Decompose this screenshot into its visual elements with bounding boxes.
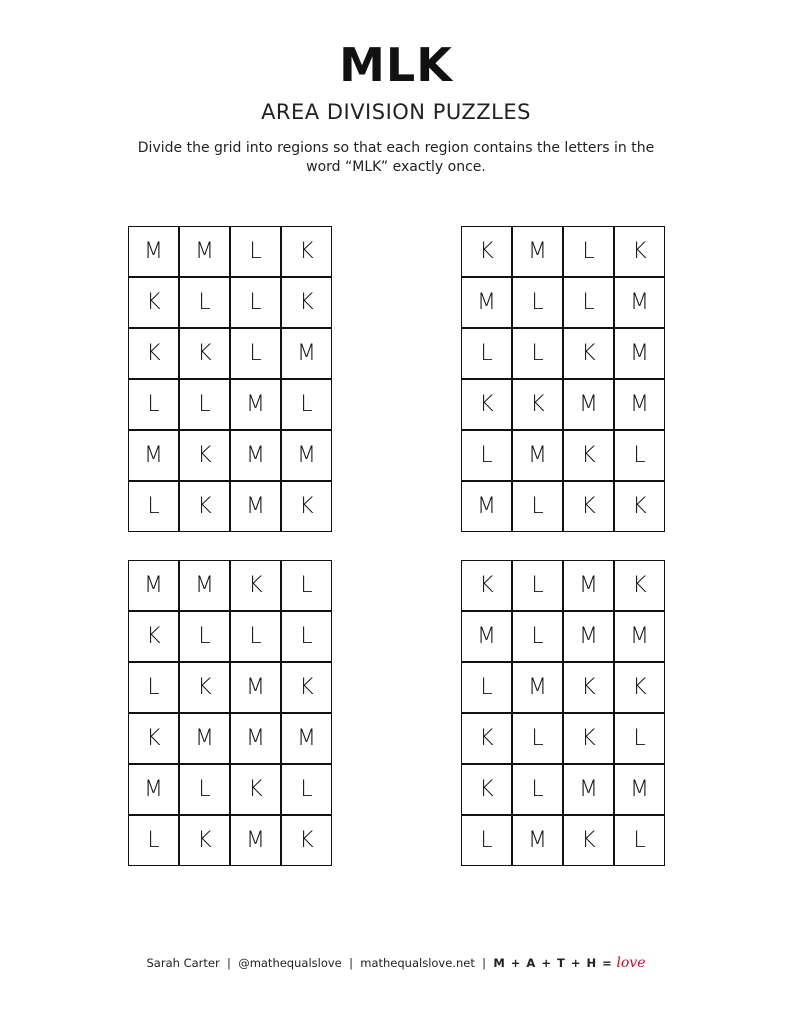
grid-cell: K [462, 227, 511, 276]
grid-cell: K [180, 663, 229, 712]
grid-cell: L [513, 714, 562, 763]
grid-cell: K [129, 714, 178, 763]
grid-cell: M [282, 431, 331, 480]
grid-cell: K [231, 765, 280, 814]
grid-cell: M [462, 612, 511, 661]
grid-cell: K [129, 329, 178, 378]
grid-cell: K [462, 765, 511, 814]
grid-cell: K [564, 816, 613, 865]
grid-cell: L [129, 816, 178, 865]
grid-cell: K [564, 663, 613, 712]
instructions-line-2: word “MLK” exactly once. [306, 159, 486, 175]
footer-website: mathequalslove.net [360, 956, 475, 970]
grid-cell: L [180, 380, 229, 429]
grid-cell: K [615, 482, 664, 531]
grid-cell: K [564, 714, 613, 763]
grid-cell: M [231, 380, 280, 429]
grid-cell: M [129, 765, 178, 814]
grid-cell: L [615, 431, 664, 480]
grid-cell: M [231, 714, 280, 763]
instructions [120, 139, 672, 177]
grid-cell: L [513, 482, 562, 531]
grid-cell: L [564, 278, 613, 327]
grid-cell: L [462, 663, 511, 712]
grid-cell: M [231, 816, 280, 865]
grid-cell: M [615, 278, 664, 327]
grid-cell: M [513, 431, 562, 480]
grid-cell: M [180, 714, 229, 763]
grid-cell: K [180, 329, 229, 378]
grid-cell: M [129, 431, 178, 480]
grid-cell: M [231, 663, 280, 712]
grid-cell: K [129, 278, 178, 327]
puzzle-grid-4 [461, 560, 665, 866]
grid-cell: K [282, 816, 331, 865]
page-subtitle: AREA DIVISION PUZZLES [261, 100, 531, 124]
grid-cell: L [129, 482, 178, 531]
grid-cell: L [282, 612, 331, 661]
grid-cell: L [129, 380, 178, 429]
grid-cell: L [513, 278, 562, 327]
grid-cell: K [180, 431, 229, 480]
grid-cell: M [564, 380, 613, 429]
grid-cell: L [231, 278, 280, 327]
grid-cell: K [282, 278, 331, 327]
grid-cell: K [564, 431, 613, 480]
grid-cell: K [129, 612, 178, 661]
grid-cell: L [180, 765, 229, 814]
grid-cell: L [231, 227, 280, 276]
footer-separator: | [482, 956, 487, 970]
grid-cell: M [180, 561, 229, 610]
grid-cell: L [462, 431, 511, 480]
grid-cell: K [231, 561, 280, 610]
grid-cell: L [282, 765, 331, 814]
grid-cell: K [462, 714, 511, 763]
footer-author: Sarah Carter [146, 956, 220, 970]
grid-cell: K [615, 663, 664, 712]
grid-cell: K [564, 329, 613, 378]
grid-cell: K [462, 561, 511, 610]
grid-cell: L [180, 612, 229, 661]
grid-cell: M [231, 431, 280, 480]
grid-cell: M [513, 816, 562, 865]
grid-cell: K [180, 482, 229, 531]
grid-cell: L [180, 278, 229, 327]
grid-cell: M [615, 329, 664, 378]
grid-cell: M [180, 227, 229, 276]
grid-cell: M [615, 765, 664, 814]
grid-cell: K [615, 561, 664, 610]
grid-cell: L [231, 612, 280, 661]
grid-cell: L [282, 380, 331, 429]
grid-cell: K [282, 663, 331, 712]
grid-cell: M [564, 561, 613, 610]
instructions-line-1: Divide the grid into regions so that each region contains the letters in the [137, 140, 655, 156]
footer-brand: M + A + T + H = [493, 956, 613, 970]
grid-cell: L [513, 765, 562, 814]
grid-cell: L [615, 714, 664, 763]
grid-cell: L [129, 663, 178, 712]
grid-cell: L [282, 561, 331, 610]
grid-cell: K [615, 227, 664, 276]
grid-cell: K [462, 380, 511, 429]
grid-cell: L [513, 612, 562, 661]
grid-cell: K [513, 380, 562, 429]
grid-cell: K [180, 816, 229, 865]
grid-cell: M [615, 612, 664, 661]
grid-cell: M [513, 227, 562, 276]
grid-cell: L [462, 816, 511, 865]
grid-cell: M [129, 227, 178, 276]
grid-cell: M [282, 329, 331, 378]
grid-cell: M [462, 278, 511, 327]
grid-cell: M [513, 663, 562, 712]
grid-cell: K [282, 482, 331, 531]
page-title: MLK [339, 38, 453, 92]
grid-cell: L [615, 816, 664, 865]
grid-cell: L [564, 227, 613, 276]
puzzle-grid-1 [128, 226, 332, 532]
grid-cell: L [513, 329, 562, 378]
grid-cell: M [564, 612, 613, 661]
grid-cell: M [564, 765, 613, 814]
grid-cell: K [282, 227, 331, 276]
grid-cell: M [231, 482, 280, 531]
grid-cell: M [462, 482, 511, 531]
grid-cell: L [231, 329, 280, 378]
grid-cell: M [615, 380, 664, 429]
footer [0, 955, 792, 971]
grid-cell: M [282, 714, 331, 763]
puzzle-grid-3 [128, 560, 332, 866]
footer-separator: | [227, 956, 231, 970]
grid-cell: L [462, 329, 511, 378]
puzzle-grid-2 [461, 226, 665, 532]
footer-handle: @mathequalslove [238, 956, 342, 970]
footer-love-logo: love [616, 955, 646, 971]
grid-cell: K [564, 482, 613, 531]
grid-cell: M [129, 561, 178, 610]
footer-separator: | [349, 956, 353, 970]
grid-cell: L [513, 561, 562, 610]
